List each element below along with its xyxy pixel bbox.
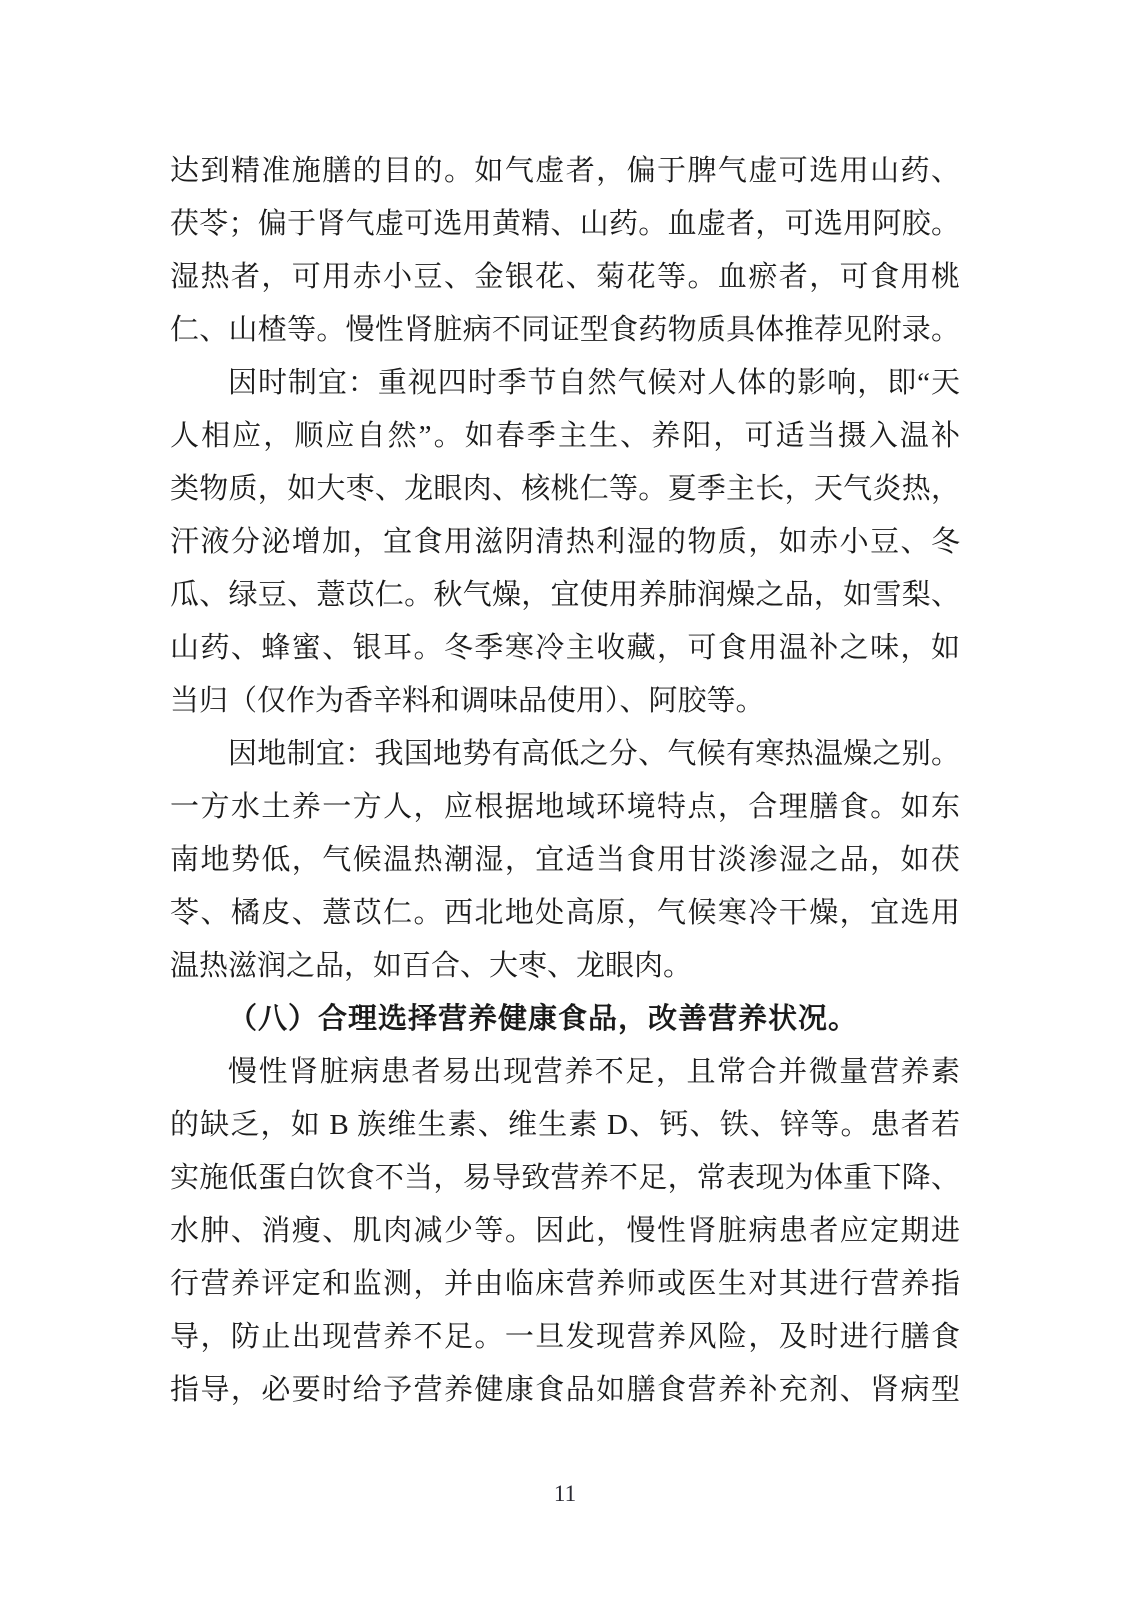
text-line: 一方水土养一方人，应根据地域环境特点，合理膳食。如东 (170, 791, 960, 823)
text-line: 因地制宜：我国地势有高低之分、气候有寒热温燥之别。 (228, 738, 960, 770)
page-number: 11 (553, 1481, 577, 1506)
text-line: 的缺乏，如 B 族维生素、维生素 D、钙、铁、锌等。患者若 (170, 1109, 960, 1141)
heading-line: （八）合理选择营养健康食品，改善营养状况。 (228, 1003, 859, 1035)
paragraph (170, 728, 960, 993)
paragraph (170, 145, 960, 357)
text-line: 苓、橘皮、薏苡仁。西北地处高原，气候寒冷干燥，宜选用 (170, 897, 960, 929)
text-line: 指导，必要时给予营养健康食品如膳食营养补充剂、肾病型 (170, 1374, 960, 1406)
section-heading (170, 993, 960, 1046)
text-line: 行营养评定和监测，并由临床营养师或医生对其进行营养指 (170, 1268, 960, 1300)
text-line: 类物质，如大枣、龙眼肉、核桃仁等。夏季主长，天气炎热， (170, 473, 960, 505)
text-line: 导，防止出现营养不足。一旦发现营养风险，及时进行膳食 (170, 1321, 960, 1353)
document-body (170, 145, 960, 1417)
text-line: 因时制宜：重视四时季节自然气候对人体的影响，即“天 (228, 367, 960, 399)
text-line: 慢性肾脏病患者易出现营养不足，且常合并微量营养素 (228, 1056, 960, 1088)
text-line: 湿热者，可用赤小豆、金银花、菊花等。血瘀者，可食用桃 (170, 261, 960, 293)
paragraph (170, 357, 960, 728)
text-line: 瓜、绿豆、薏苡仁。秋气燥，宜使用养肺润燥之品，如雪梨、 (170, 579, 960, 611)
text-line: 仁、山楂等。慢性肾脏病不同证型食药物质具体推荐见附录。 (170, 314, 960, 346)
text-line: 汗液分泌增加，宜食用滋阴清热利湿的物质，如赤小豆、冬 (170, 526, 960, 558)
text-line: 人相应，顺应自然”。如春季主生、养阳，可适当摄入温补 (170, 420, 960, 452)
text-line: 山药、蜂蜜、银耳。冬季寒冷主收藏，可食用温补之味，如 (170, 632, 960, 664)
text-line: 水肿、消瘦、肌肉减少等。因此，慢性肾脏病患者应定期进 (170, 1215, 960, 1247)
text-line: 实施低蛋白饮食不当，易导致营养不足，常表现为体重下降、 (170, 1162, 960, 1194)
text-line: 茯苓；偏于肾气虚可选用黄精、山药。血虚者，可选用阿胶。 (170, 208, 960, 240)
text-line: 达到精准施膳的目的。如气虚者，偏于脾气虚可选用山药、 (170, 155, 960, 187)
text-line: 南地势低，气候温热潮湿，宜适当食用甘淡渗湿之品，如茯 (170, 844, 960, 876)
text-line: 当归（仅作为香辛料和调味品使用）、阿胶等。 (170, 685, 765, 717)
paragraph (170, 1046, 960, 1417)
text-line: 温热滋润之品，如百合、大枣、龙眼肉。 (170, 950, 693, 982)
